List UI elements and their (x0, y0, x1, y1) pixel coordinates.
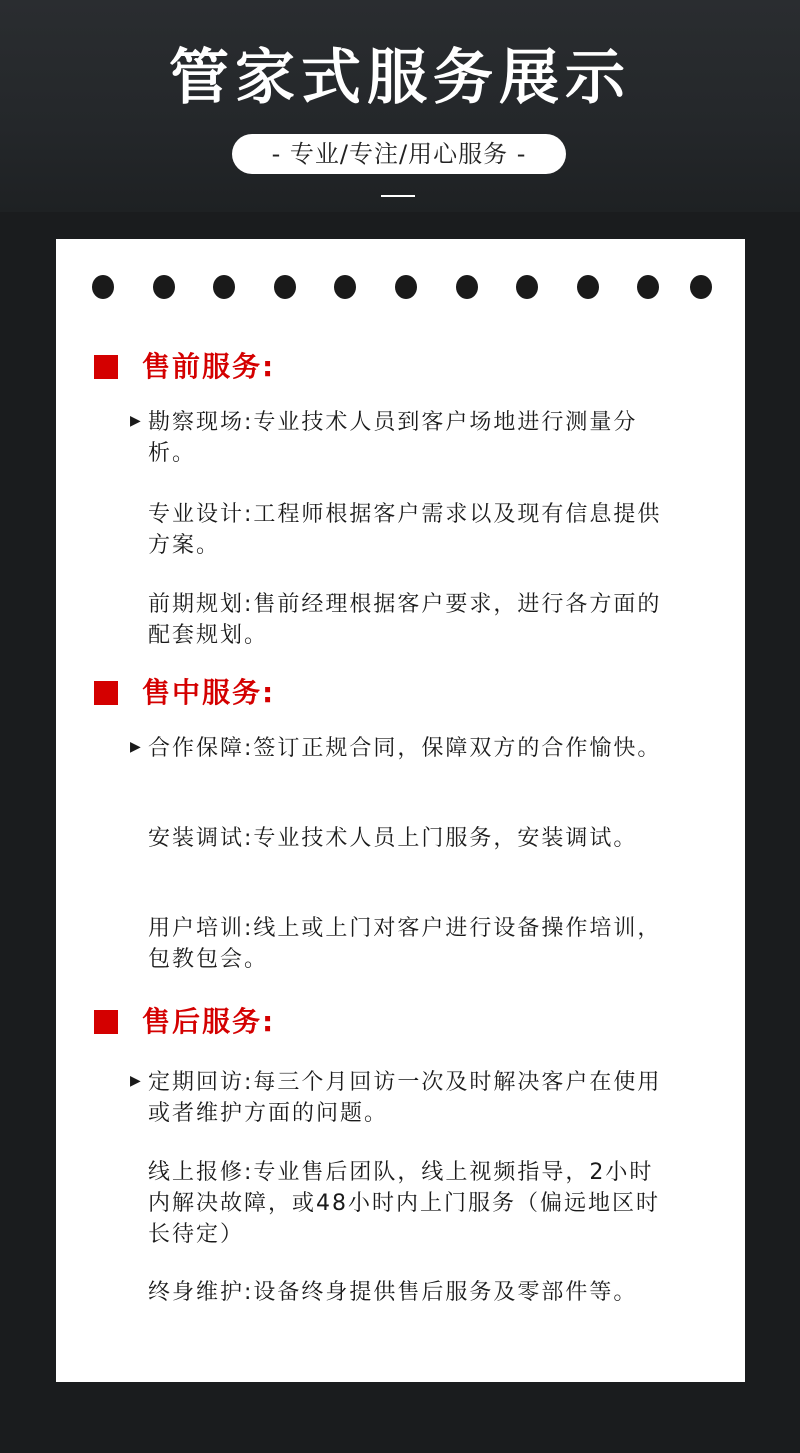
triangle-right-icon: ▶ (130, 1073, 143, 1089)
item-text: 前期规划:售前经理根据客户要求，进行各方面的配套规划。 (148, 592, 662, 648)
list-item (148, 499, 668, 561)
binding-hole-icon (690, 275, 712, 299)
list-item (130, 733, 668, 764)
section-title: 售中服务: (142, 676, 276, 709)
binding-hole-icon (334, 275, 356, 299)
list-item (148, 589, 668, 651)
triangle-right-icon: ▶ (130, 739, 143, 755)
item-text: 定期回访:每三个月回访一次及时解决客户在使用或者维护方面的问题。 (148, 1070, 662, 1126)
list-item (148, 1277, 668, 1308)
binding-hole-icon (516, 275, 538, 299)
list-item (130, 1067, 668, 1129)
binding-hole-icon (92, 275, 114, 299)
binding-hole-icon (577, 275, 599, 299)
title-underline (381, 195, 415, 197)
item-text: 线上报修:专业售后团队，线上视频指导，2小时内解决故障，或48小时内上门服务（偏远地区时长待定） (148, 1160, 660, 1247)
red-square-icon (94, 1010, 118, 1034)
binding-hole-icon (637, 275, 659, 299)
item-text: 勘察现场:专业技术人员到客户场地进行测量分析。 (148, 410, 638, 466)
red-square-icon (94, 355, 118, 379)
binding-hole-icon (213, 275, 235, 299)
binding-hole-icon (456, 275, 478, 299)
item-text: 专业设计:工程师根据客户需求以及现有信息提供方案。 (148, 502, 662, 558)
page-title: 管家式服务展示 (169, 43, 631, 113)
subtitle-badge: - 专业/专注/用心服务 - (232, 134, 566, 174)
red-square-icon (94, 681, 118, 705)
binding-hole-icon (395, 275, 417, 299)
triangle-right-icon: ▶ (130, 413, 143, 429)
list-item (130, 407, 668, 469)
item-text: 终身维护:设备终身提供售后服务及零部件等。 (148, 1280, 638, 1305)
item-text: 用户培训:线上或上门对客户进行设备操作培训，包教包会。 (148, 916, 662, 972)
binding-hole-icon (153, 275, 175, 299)
section-title: 售前服务: (142, 350, 276, 383)
binding-hole-icon (274, 275, 296, 299)
service-card (56, 239, 745, 1382)
section-title: 售后服务: (142, 1005, 276, 1038)
item-text: 合作保障:签订正规合同，保障双方的合作愉快。 (148, 736, 662, 761)
item-text: 安装调试:专业技术人员上门服务，安装调试。 (148, 826, 638, 851)
list-item (148, 823, 668, 854)
list-item (148, 913, 668, 975)
list-item (148, 1157, 668, 1250)
binding-holes (92, 275, 712, 299)
